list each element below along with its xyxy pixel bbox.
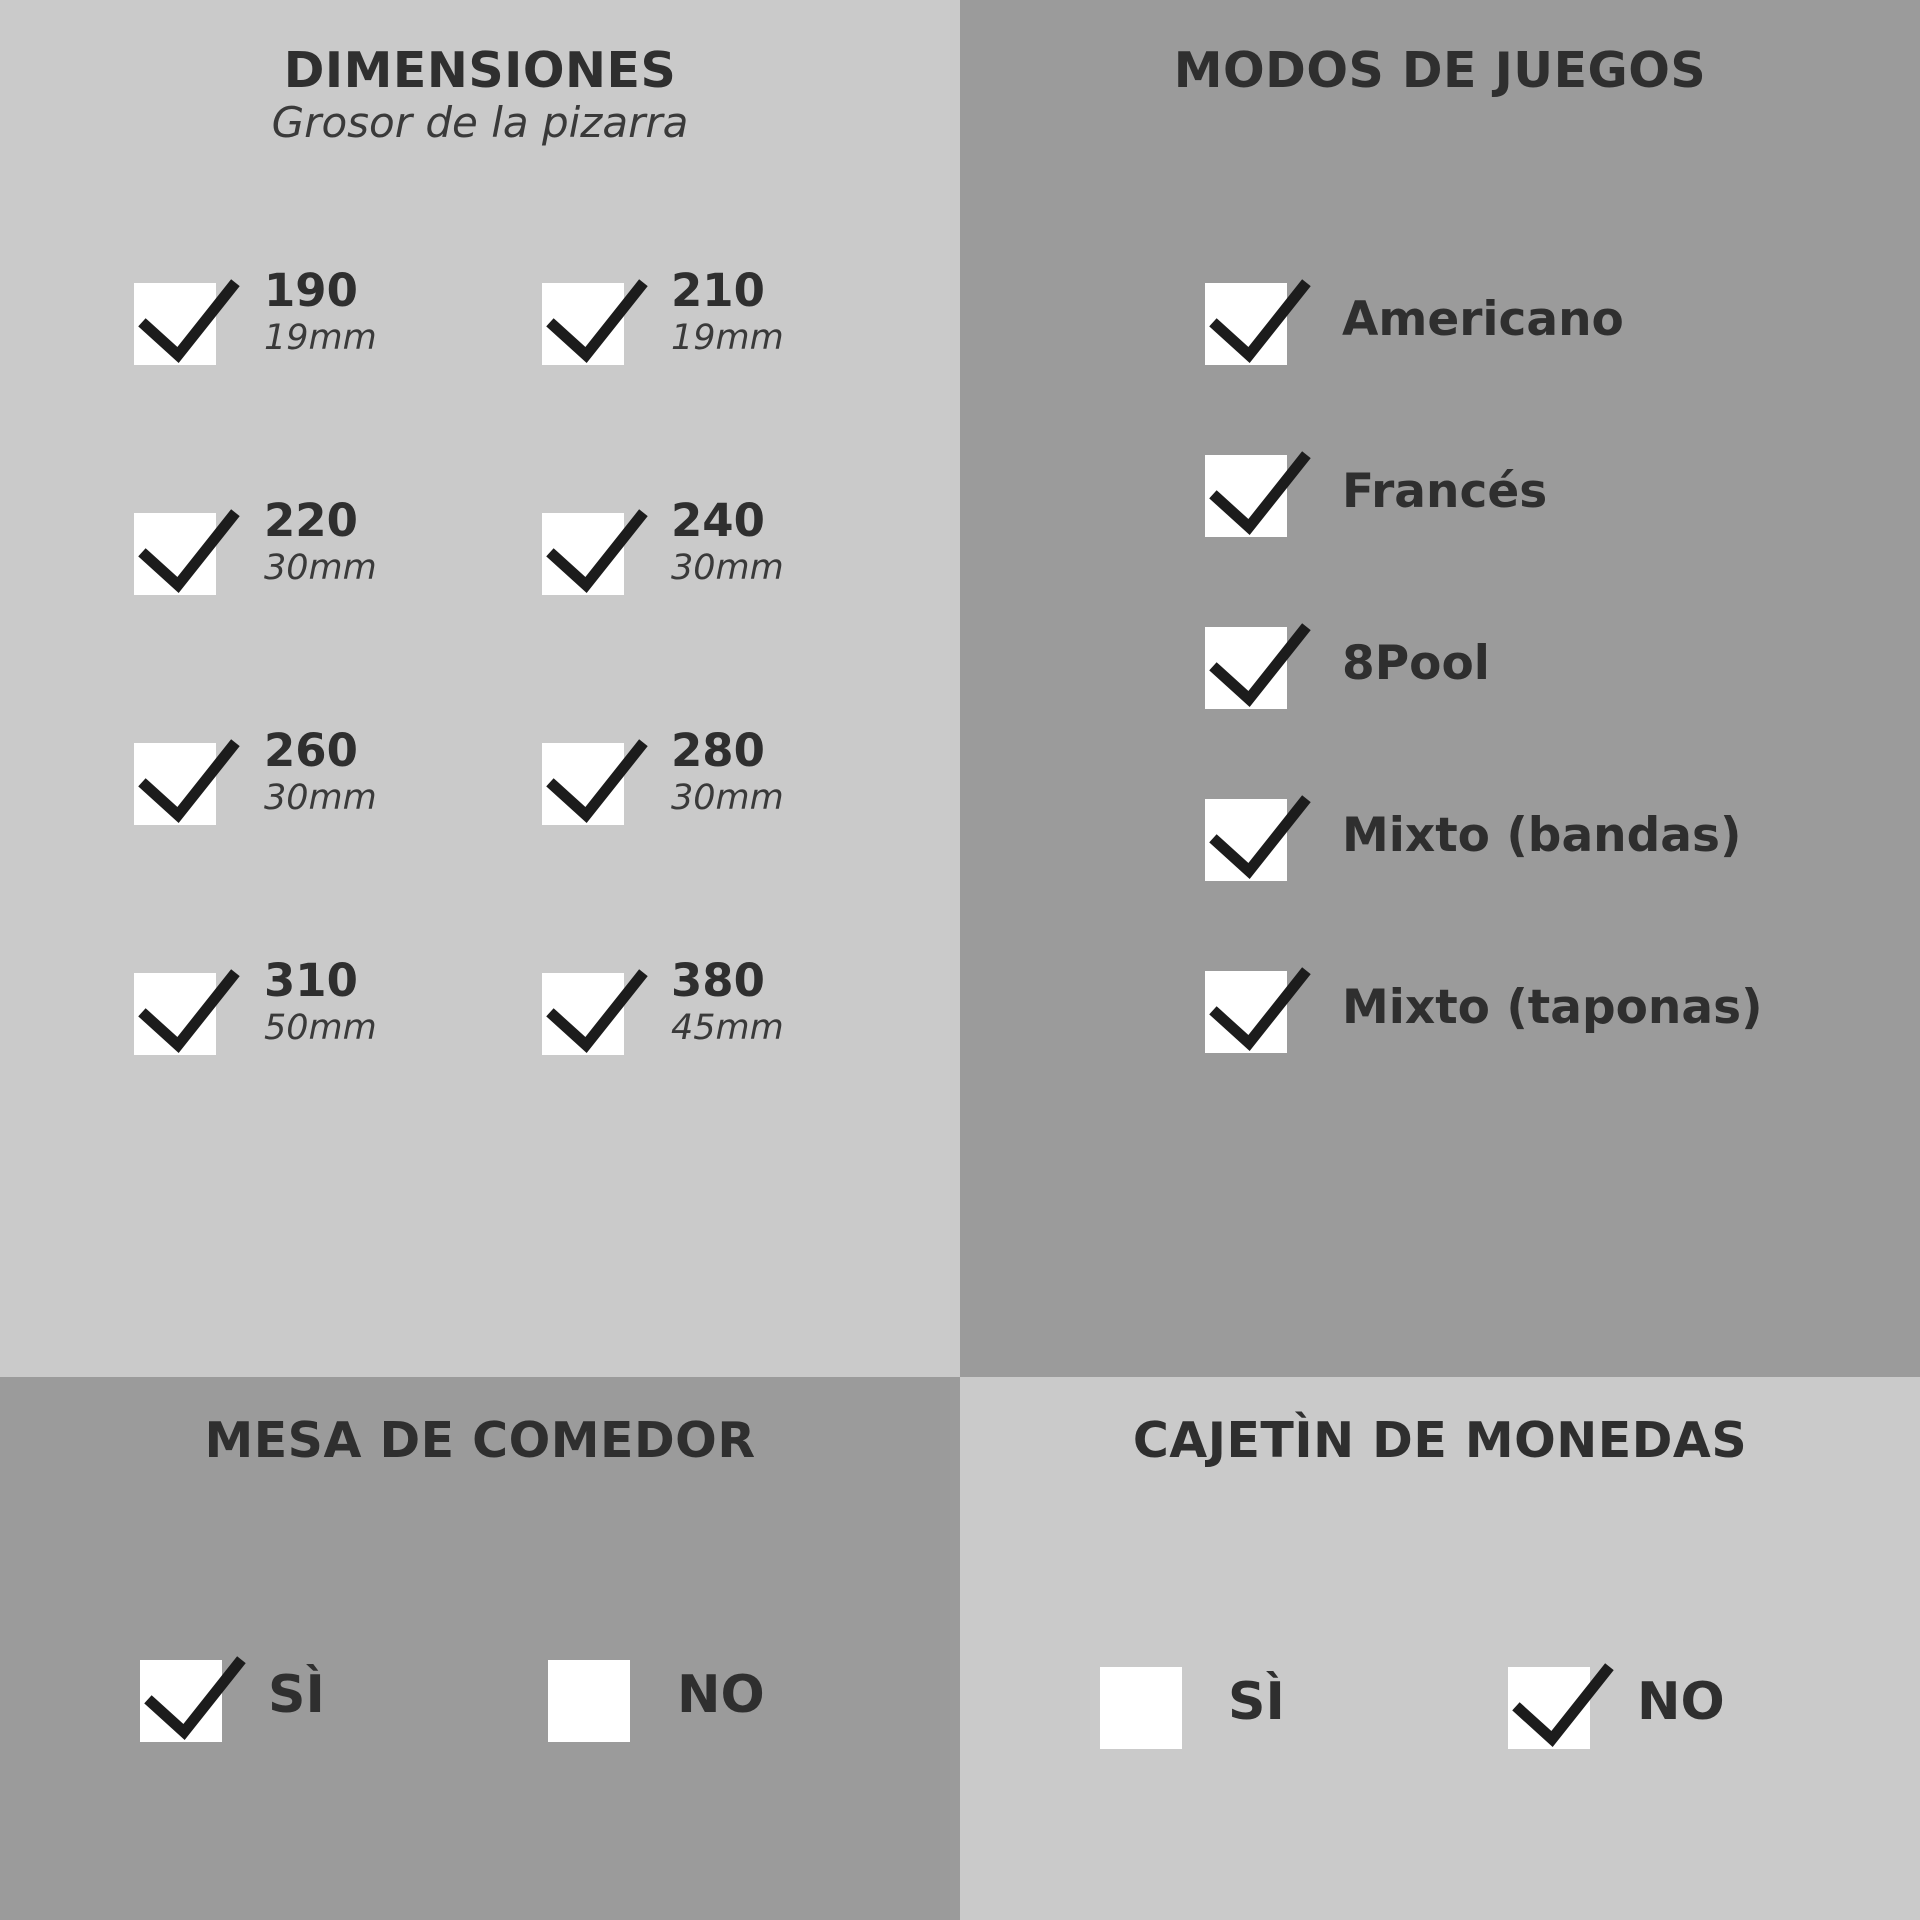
checkbox-mesa-no[interactable] (548, 1660, 630, 1742)
mode-label-mixto-taponas: Mixto (taponas) (1342, 980, 1763, 1035)
checkbox-size-380[interactable] (542, 973, 624, 1055)
dimensiones-subtitle: Grosor de la pizarra (271, 98, 689, 147)
size-label: 380 (671, 954, 765, 1007)
checkmark-icon (134, 513, 216, 595)
size-label: 280 (671, 724, 765, 777)
mode-label-frances: Francés (1342, 464, 1548, 519)
checkbox-americano[interactable] (1205, 283, 1287, 365)
checkmark-icon (542, 283, 624, 365)
checkmark-icon (134, 743, 216, 825)
mode-label-mixto-bandas: Mixto (bandas) (1342, 808, 1742, 863)
checkmark-icon (542, 513, 624, 595)
checkbox-mesa-si[interactable] (140, 1660, 222, 1742)
checkmark-icon (1205, 799, 1287, 881)
size-label: 210 (671, 264, 765, 317)
checkmark-icon (134, 973, 216, 1055)
checkmark-icon (140, 1660, 222, 1742)
dimensiones-panel (0, 0, 960, 1377)
thickness-label: 30mm (264, 548, 377, 588)
size-label: 240 (671, 494, 765, 547)
mesa-title: MESA DE COMEDOR (204, 1412, 756, 1469)
checkmark-icon (1508, 1667, 1590, 1749)
checkbox-8pool[interactable] (1205, 627, 1287, 709)
thickness-label: 19mm (264, 318, 377, 358)
thickness-label: 45mm (671, 1008, 784, 1048)
thickness-label: 19mm (671, 318, 784, 358)
mode-label-americano: Americano (1342, 292, 1624, 347)
checkmark-icon (1205, 283, 1287, 365)
checkmark-icon (1205, 455, 1287, 537)
checkbox-size-260[interactable] (134, 743, 216, 825)
option-label-no: NO (677, 1665, 765, 1725)
checkbox-size-310[interactable] (134, 973, 216, 1055)
cajetin-title: CAJETÌN DE MONEDAS (1132, 1412, 1748, 1469)
checkmark-icon (542, 743, 624, 825)
size-label: 220 (264, 494, 358, 547)
checkmark-icon (542, 973, 624, 1055)
modos-panel (960, 0, 1920, 1377)
size-label: 190 (264, 264, 358, 317)
checkmark-icon (1205, 971, 1287, 1053)
checkbox-size-210[interactable] (542, 283, 624, 365)
checkbox-cajetin-si[interactable] (1100, 1667, 1182, 1749)
option-label-si: SÌ (1228, 1672, 1285, 1732)
thickness-label: 30mm (671, 778, 784, 818)
size-label: 260 (264, 724, 358, 777)
checkbox-mixto-bandas[interactable] (1205, 799, 1287, 881)
size-label: 310 (264, 954, 358, 1007)
modos-title: MODOS DE JUEGOS (1173, 42, 1707, 99)
checkbox-cajetin-no[interactable] (1508, 1667, 1590, 1749)
dimensiones-title: DIMENSIONES (283, 42, 677, 99)
mode-label-8pool: 8Pool (1342, 636, 1490, 691)
thickness-label: 30mm (264, 778, 377, 818)
thickness-label: 50mm (264, 1008, 377, 1048)
checkbox-frances[interactable] (1205, 455, 1287, 537)
option-label-si: SÌ (268, 1665, 325, 1725)
thickness-label: 30mm (671, 548, 784, 588)
checkbox-size-280[interactable] (542, 743, 624, 825)
checkmark-icon (1205, 627, 1287, 709)
checkbox-size-220[interactable] (134, 513, 216, 595)
checkbox-mixto-taponas[interactable] (1205, 971, 1287, 1053)
mesa-comedor-panel (0, 1377, 960, 1920)
option-label-no: NO (1637, 1672, 1725, 1732)
cajetin-panel (960, 1377, 1920, 1920)
checkbox-size-240[interactable] (542, 513, 624, 595)
checkmark-icon (134, 283, 216, 365)
checkbox-size-190[interactable] (134, 283, 216, 365)
